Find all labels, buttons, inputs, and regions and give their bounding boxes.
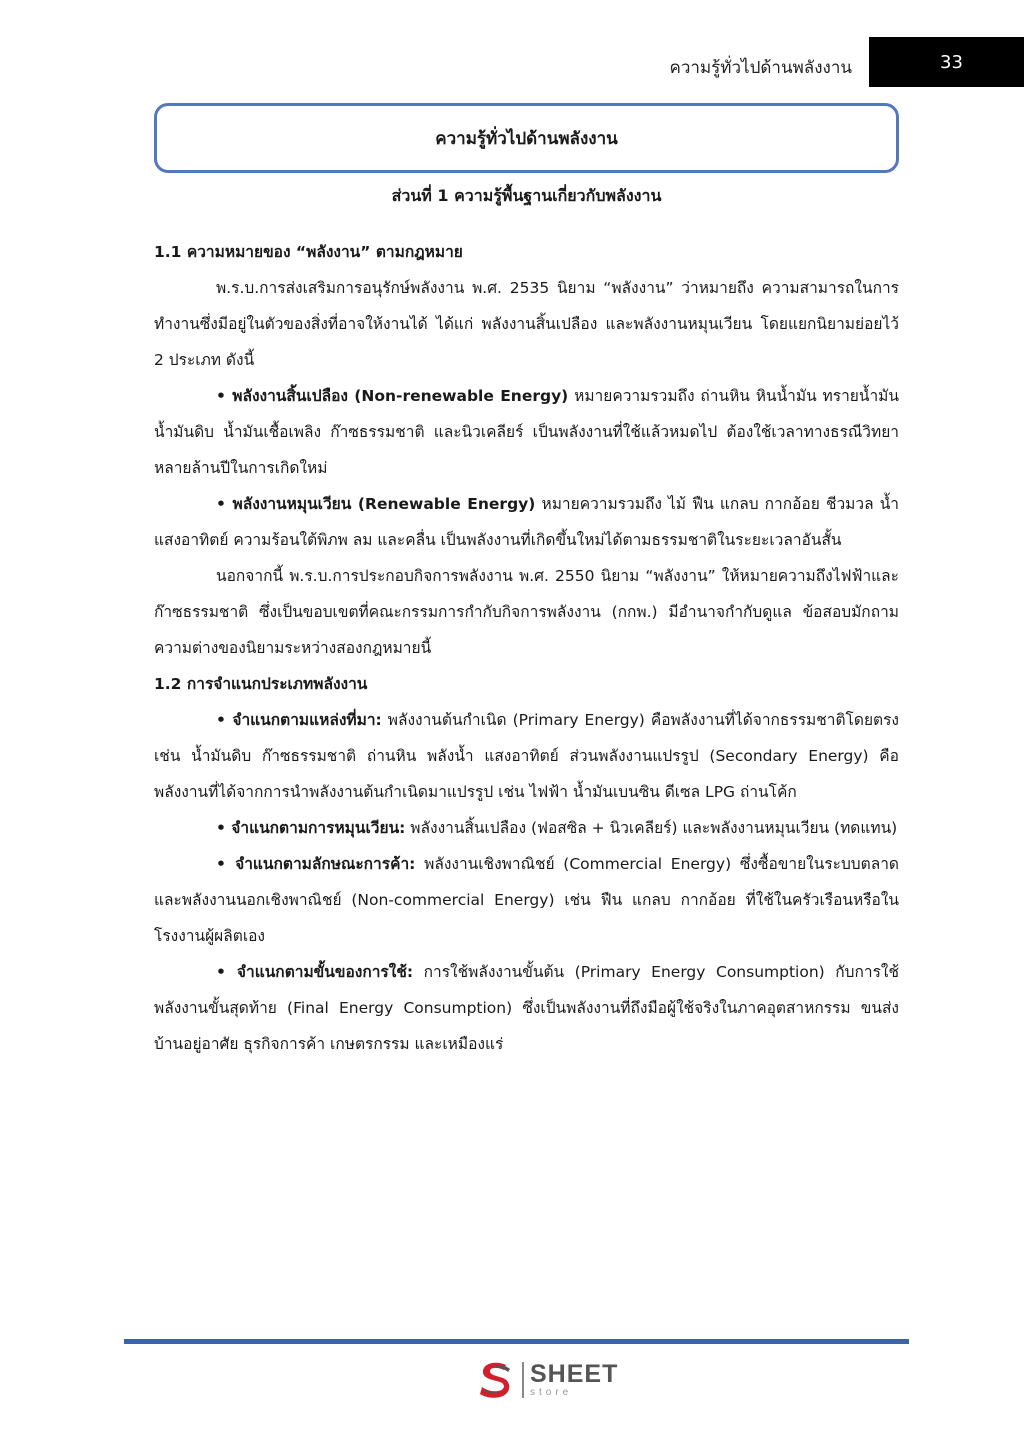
footer-divider bbox=[124, 1339, 909, 1344]
logo-text bbox=[530, 1362, 618, 1398]
body-content bbox=[154, 234, 899, 1062]
bullet-text: พลังงานเชิงพาณิชย์ (Commercial Energy) ซึ่งซื้อขายในระบบตลาด และพลังงานนอกเชิงพาณิชย์ (Non-commercial Energy) เช่น ฟืน แกลบ กากอ้อย ที่ใช้ในครัวเรือนหรือในโรงงานผู้ผลิตเอง bbox=[154, 855, 899, 945]
bullet-renewable bbox=[154, 486, 899, 558]
running-header-title: ความรู้ทั่วไปด้านพลังงาน bbox=[669, 58, 852, 78]
bullet-text: หมายความรวมถึง ถ่านหิน หินน้ำมัน ทรายน้ำมัน น้ำมันดิบ น้ำมันเชื้อเพลิง ก๊าซธรรมชาติ และนิวเคลียร์ เป็นพลังงานที่ใช้แล้วหมดไป ต้องใช้เวลาทางธรณีวิทยาหลายล้านปีในการเกิดใหม่ bbox=[154, 387, 899, 477]
chapter-title-box bbox=[154, 103, 899, 173]
bullet-text: การใช้พลังงานขั้นต้น (Primary Energy Consumption) กับการใช้พลังงานขั้นสุดท้าย (Final Energy Consumption) ซึ่งเป็นพลังงานที่ถึงมือผู้ใช้จริงในภาคอุตสาหกรรม ขนส่ง บ้านอยู่อาศัย ธุรกิจการค้า เกษตรกรรม และเหมืองแร่ bbox=[154, 963, 899, 1053]
chapter-title: ความรู้ทั่วไปด้านพลังงาน bbox=[435, 128, 618, 149]
paragraph-energy-business-act: นอกจากนี้ พ.ร.บ.การประกอบกิจการพลังงาน พ.ศ. 2550 นิยาม “พลังงาน” ให้หมายความถึงไฟฟ้าและก๊าซธรรมชาติ ซึ่งเป็นขอบเขตที่คณะกรรมการกำกับกิจการพลังงาน (กกพ.) มีอำนาจกำกับดูแล ข้อสอบมักถามความต่างของนิยามระหว่างสองกฎหมายนี้ bbox=[154, 567, 899, 657]
bullet-by-usage-stage bbox=[154, 954, 899, 1062]
bullet-text: พลังงานต้นกำเนิด (Primary Energy) คือพลังงานที่ได้จากธรรมชาติโดยตรง เช่น น้ำมันดิบ ก๊าซธรรมชาติ ถ่านหิน พลังน้ำ แสงอาทิตย์ ส่วนพลังงานแปรรูป (Secondary Energy) คือพลังงานที่ได้จากการนำพลังงานต้นกำเนิดมาแปรรูป เช่น ไฟฟ้า น้ำมันเบนซิน ดีเซล LPG ถ่านโค้ก bbox=[154, 711, 899, 801]
bullet-by-renewability bbox=[154, 810, 899, 846]
bullet-label: • จำแนกตามลักษณะการค้า: bbox=[216, 855, 416, 873]
sheet-store-logo-icon bbox=[476, 1359, 516, 1401]
bullet-label: • จำแนกตามแหล่งที่มา: bbox=[216, 711, 382, 729]
logo-main-text: SHEET bbox=[530, 1360, 619, 1388]
bullet-label: • พลังงานสิ้นเปลือง (Non-renewable Energy) bbox=[216, 387, 569, 405]
bullet-by-source bbox=[154, 702, 899, 810]
paragraph-definition: พ.ร.บ.การส่งเสริมการอนุรักษ์พลังงาน พ.ศ. 2535 นิยาม “พลังงาน” ว่าหมายถึง ความสามารถในการทำงานซึ่งมีอยู่ในตัวของสิ่งที่อาจให้งานได้ ได้แก่ พลังงานสิ้นเปลือง และพลังงานหมุนเวียน โดยแยกนิยามย่อยไว้ 2 ประเภท ดังนี้ bbox=[154, 279, 899, 369]
bullet-text: พลังงานสิ้นเปลือง (ฟอสซิล + นิวเคลียร์) และพลังงานหมุนเวียน (ทดแทน) bbox=[405, 819, 898, 837]
sheet-store-logo bbox=[476, 1358, 618, 1402]
bullet-text: หมายความรวมถึง ไม้ ฟืน แกลบ กากอ้อย ชีวมวล น้ำ แสงอาทิตย์ ความร้อนใต้พิภพ ลม และคลื่น เป็นพลังงานที่เกิดขึ้นใหม่ได้ตามธรรมชาติในระยะเวลาอันสั้น bbox=[154, 495, 899, 549]
bullet-label: • จำแนกตามการหมุนเวียน: bbox=[216, 819, 406, 837]
page-number: 33 bbox=[869, 37, 1024, 87]
section-title: ส่วนที่ 1 ความรู้พื้นฐานเกี่ยวกับพลังงาน bbox=[391, 186, 662, 205]
bullet-label: • จำแนกตามขั้นของการใช้: bbox=[216, 963, 414, 981]
bullet-non-renewable bbox=[154, 378, 899, 486]
heading-1-2: 1.2 การจำแนกประเภทพลังงาน bbox=[154, 675, 368, 693]
bullet-by-commerce bbox=[154, 846, 899, 954]
logo-separator bbox=[522, 1362, 524, 1398]
bullet-label: • พลังงานหมุนเวียน (Renewable Energy) bbox=[216, 495, 536, 513]
logo-sub-text: store bbox=[530, 1387, 573, 1398]
heading-1-1: 1.1 ความหมายของ “พลังงาน” ตามกฎหมาย bbox=[154, 243, 463, 261]
